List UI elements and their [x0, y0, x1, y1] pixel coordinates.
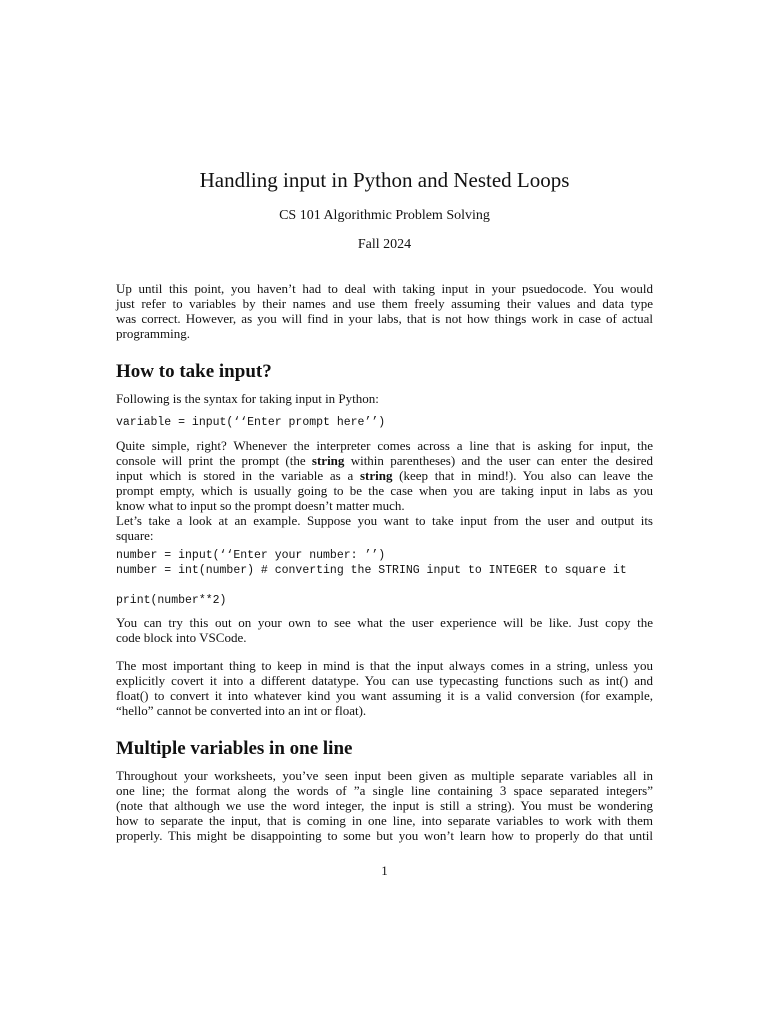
text-line: one line; the format along the words of ”a single line containing 3 space separated integers”	[116, 783, 653, 798]
code-line: number = input(‘‘Enter your number: ’’)	[116, 549, 386, 562]
text-line: float() to convert it into whatever kind you want assuming it is a valid conversion (for example,	[116, 688, 653, 703]
text-line: (note that although we use the word integer, the input is still a string). You must be wondering	[116, 798, 653, 813]
multi-variable-paragraph	[116, 768, 653, 843]
text-line: know what to input so the prompt doesn’t matter much.	[116, 498, 405, 513]
text-line: was correct. However, as you will find in your labs, that is not how things work in case of actual	[116, 311, 653, 326]
text-line: input which is stored in the variable as a string (keep that in mind!). You also can leave the	[116, 468, 654, 483]
text-line: explicitly covert it into a different datatype. You can use typecasting functions such as int() and	[116, 673, 653, 688]
course-name: CS 101 Algorithmic Problem Solving	[279, 208, 490, 223]
typecast-paragraph	[116, 658, 653, 718]
code-block: variable = input(‘‘Enter prompt here’’)	[116, 416, 386, 429]
lead-paragraph	[116, 391, 653, 406]
text-line: Let’s take a look at an example. Suppose you want to take input from the user and output its	[116, 513, 653, 528]
explanation-paragraph	[116, 438, 653, 543]
intro-paragraph	[116, 281, 653, 341]
page-number: 1	[381, 863, 388, 878]
text-line: programming.	[116, 326, 191, 341]
emphasis: string	[359, 468, 393, 483]
text-line: Throughout your worksheets, you’ve seen input been given as multiple separate variables all in	[116, 768, 653, 783]
try-paragraph	[116, 615, 653, 645]
code-line: number = int(number) # converting the STRING input to INTEGER to square it	[116, 564, 627, 577]
text-line: The most important thing to keep in mind is that the input always comes in a string, unless you	[116, 658, 653, 673]
text-line: square:	[116, 528, 154, 543]
text-line: how to separate the input, that is coming in one line, into separate variables to work with them	[116, 813, 653, 828]
term: Fall 2024	[357, 237, 412, 252]
text-line: prompt empty, which is usually going to be the case when you are taking input in labs as you	[116, 483, 653, 498]
text-line: Following is the syntax for taking input in Python:	[116, 391, 379, 406]
text-line: code block into VSCode.	[116, 630, 247, 645]
text-line: Quite simple, right? Whenever the interpreter comes across a line that is asking for input, the	[116, 438, 653, 453]
text-line: properly. This might be disappointing to some but you won’t learn how to properly do that until	[116, 828, 653, 843]
text-line: You can try this out on your own to see what the user experience will be like. Just copy the	[116, 615, 653, 630]
text-line: just refer to variables by their names and use them freely assuming their values and data type	[116, 296, 653, 311]
document-title: Handling input in Python and Nested Loops	[199, 168, 570, 192]
text-line: “hello” cannot be converted into an int or float).	[116, 703, 367, 718]
emphasis: string	[311, 453, 345, 468]
code-block-example	[116, 548, 627, 608]
code-line: print(number**2)	[116, 594, 227, 607]
text-line: console will print the prompt (the string within parentheses) and the user can enter the desired	[116, 453, 653, 468]
section-heading: How to take input?	[116, 361, 272, 382]
text-line: Up until this point, you haven’t had to deal with taking input in your psuedocode. You would	[116, 281, 653, 296]
section-heading: Multiple variables in one line	[116, 738, 353, 759]
